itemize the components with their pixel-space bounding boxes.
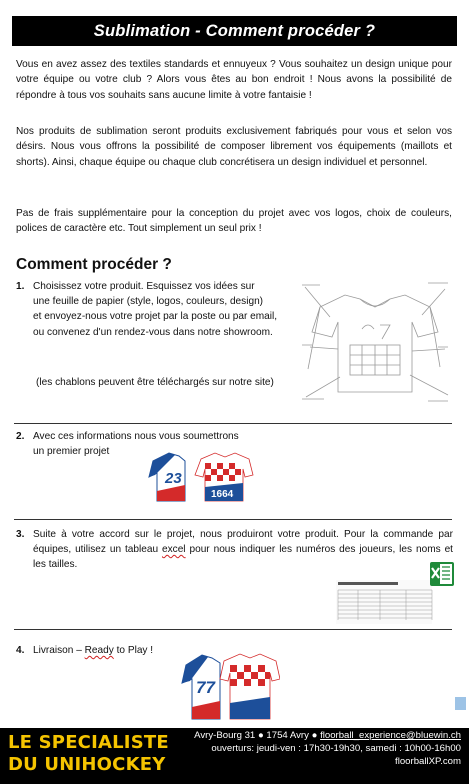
logo-line-2: DU UNIHOCKEY xyxy=(8,754,166,775)
logo-line-1: LE SPECIALISTE xyxy=(8,732,169,753)
address-street: Avry-Bourg 31 xyxy=(194,730,256,741)
opening-hours: ouverturs: jeudi-ven : 17h30-19h30, samedi : 10h00-16h00 xyxy=(211,743,461,755)
step-line: Avec ces informations nous vous soumettrons xyxy=(33,431,239,442)
jersey-number-large: 77 xyxy=(196,678,215,697)
jersey-photo-image xyxy=(180,651,280,723)
step-line: et envoyez-nous votre projet par la poste ou par email, xyxy=(33,311,278,323)
step-number: 4. xyxy=(16,645,25,656)
jersey-sketch-image xyxy=(300,277,450,412)
step-line: un premier projet xyxy=(33,446,110,458)
step-number: 1. xyxy=(16,281,25,292)
bullet-icon: ● xyxy=(311,730,318,741)
footer xyxy=(0,728,469,784)
step-1-note: (les chablons peuvent être téléchargés sur notre site) xyxy=(36,377,274,388)
divider xyxy=(14,629,452,630)
step-number: 3. xyxy=(16,529,25,540)
divider xyxy=(14,423,452,424)
brand-logo xyxy=(8,730,169,780)
address-city: 1754 Avry xyxy=(266,730,309,741)
section-title: Comment procéder ? xyxy=(16,256,172,273)
divider xyxy=(14,519,452,520)
email-link[interactable]: floorball_experience@bluewin.ch xyxy=(320,730,461,741)
step-text xyxy=(33,643,153,658)
step-text-part: pour nous indiquer les numéros des joueurs, les noms et les tailles. xyxy=(33,544,453,571)
jersey-number-back: 23 xyxy=(165,470,182,487)
step-line: une feuille de papier (style, logos, couleurs, design) xyxy=(33,296,264,308)
website-link[interactable]: floorballXP.com xyxy=(395,756,461,768)
step-number: 2. xyxy=(16,431,25,442)
jersey-number-front: 1664 xyxy=(211,489,234,500)
ready-word: Ready xyxy=(84,645,114,656)
intro-paragraph-3: Pas de frais supplémentaire pour la conception du projet avec vos logos, choix de couleurs, polices de caractère etc. Tout simplement un seul prix ! xyxy=(16,208,452,235)
bullet-icon: ● xyxy=(257,730,264,741)
intro-paragraph-2: Nos produits de sublimation seront produits exclusivement fabriqués pour vous et selon vos désirs. Nous vous offrons la possibilité de composer librement vos équipements (maillots et shorts). Ainsi, chaque équipe ou chaque club concrétisera un design individuel et personnel. xyxy=(16,126,452,168)
jersey-mockup-image xyxy=(145,447,255,505)
step-text xyxy=(33,279,316,340)
corner-marker xyxy=(455,697,466,710)
page-title: Sublimation - Comment procéder ? xyxy=(12,16,457,46)
step-text-part: to Play ! xyxy=(113,645,154,656)
spreadsheet-image xyxy=(336,558,456,624)
contact-info xyxy=(161,729,461,769)
step-line: Choisissez votre produit. Esquissez vos idées sur xyxy=(33,281,255,292)
intro-paragraph-1: Vous en avez assez des textiles standards et ennuyeux ? Vous souhaitez un design unique pour votre équipe ou votre club ? Alors vous êtes au bon endroit ! Nous avons la possibilité de répondre à tous vos souhaits sans aucune limite à votre fantaisie ! xyxy=(16,59,452,101)
excel-word: excel xyxy=(161,544,186,556)
step-line: ou convenez d'un rendez-vous dans notre showroom. xyxy=(33,326,273,338)
step-text-part: Suite à votre accord sur le projet, nous produiront votre produit. Pour la commande par équipes, utilisez un tableau xyxy=(33,529,453,556)
step-text-part: Livraison – xyxy=(33,645,85,656)
